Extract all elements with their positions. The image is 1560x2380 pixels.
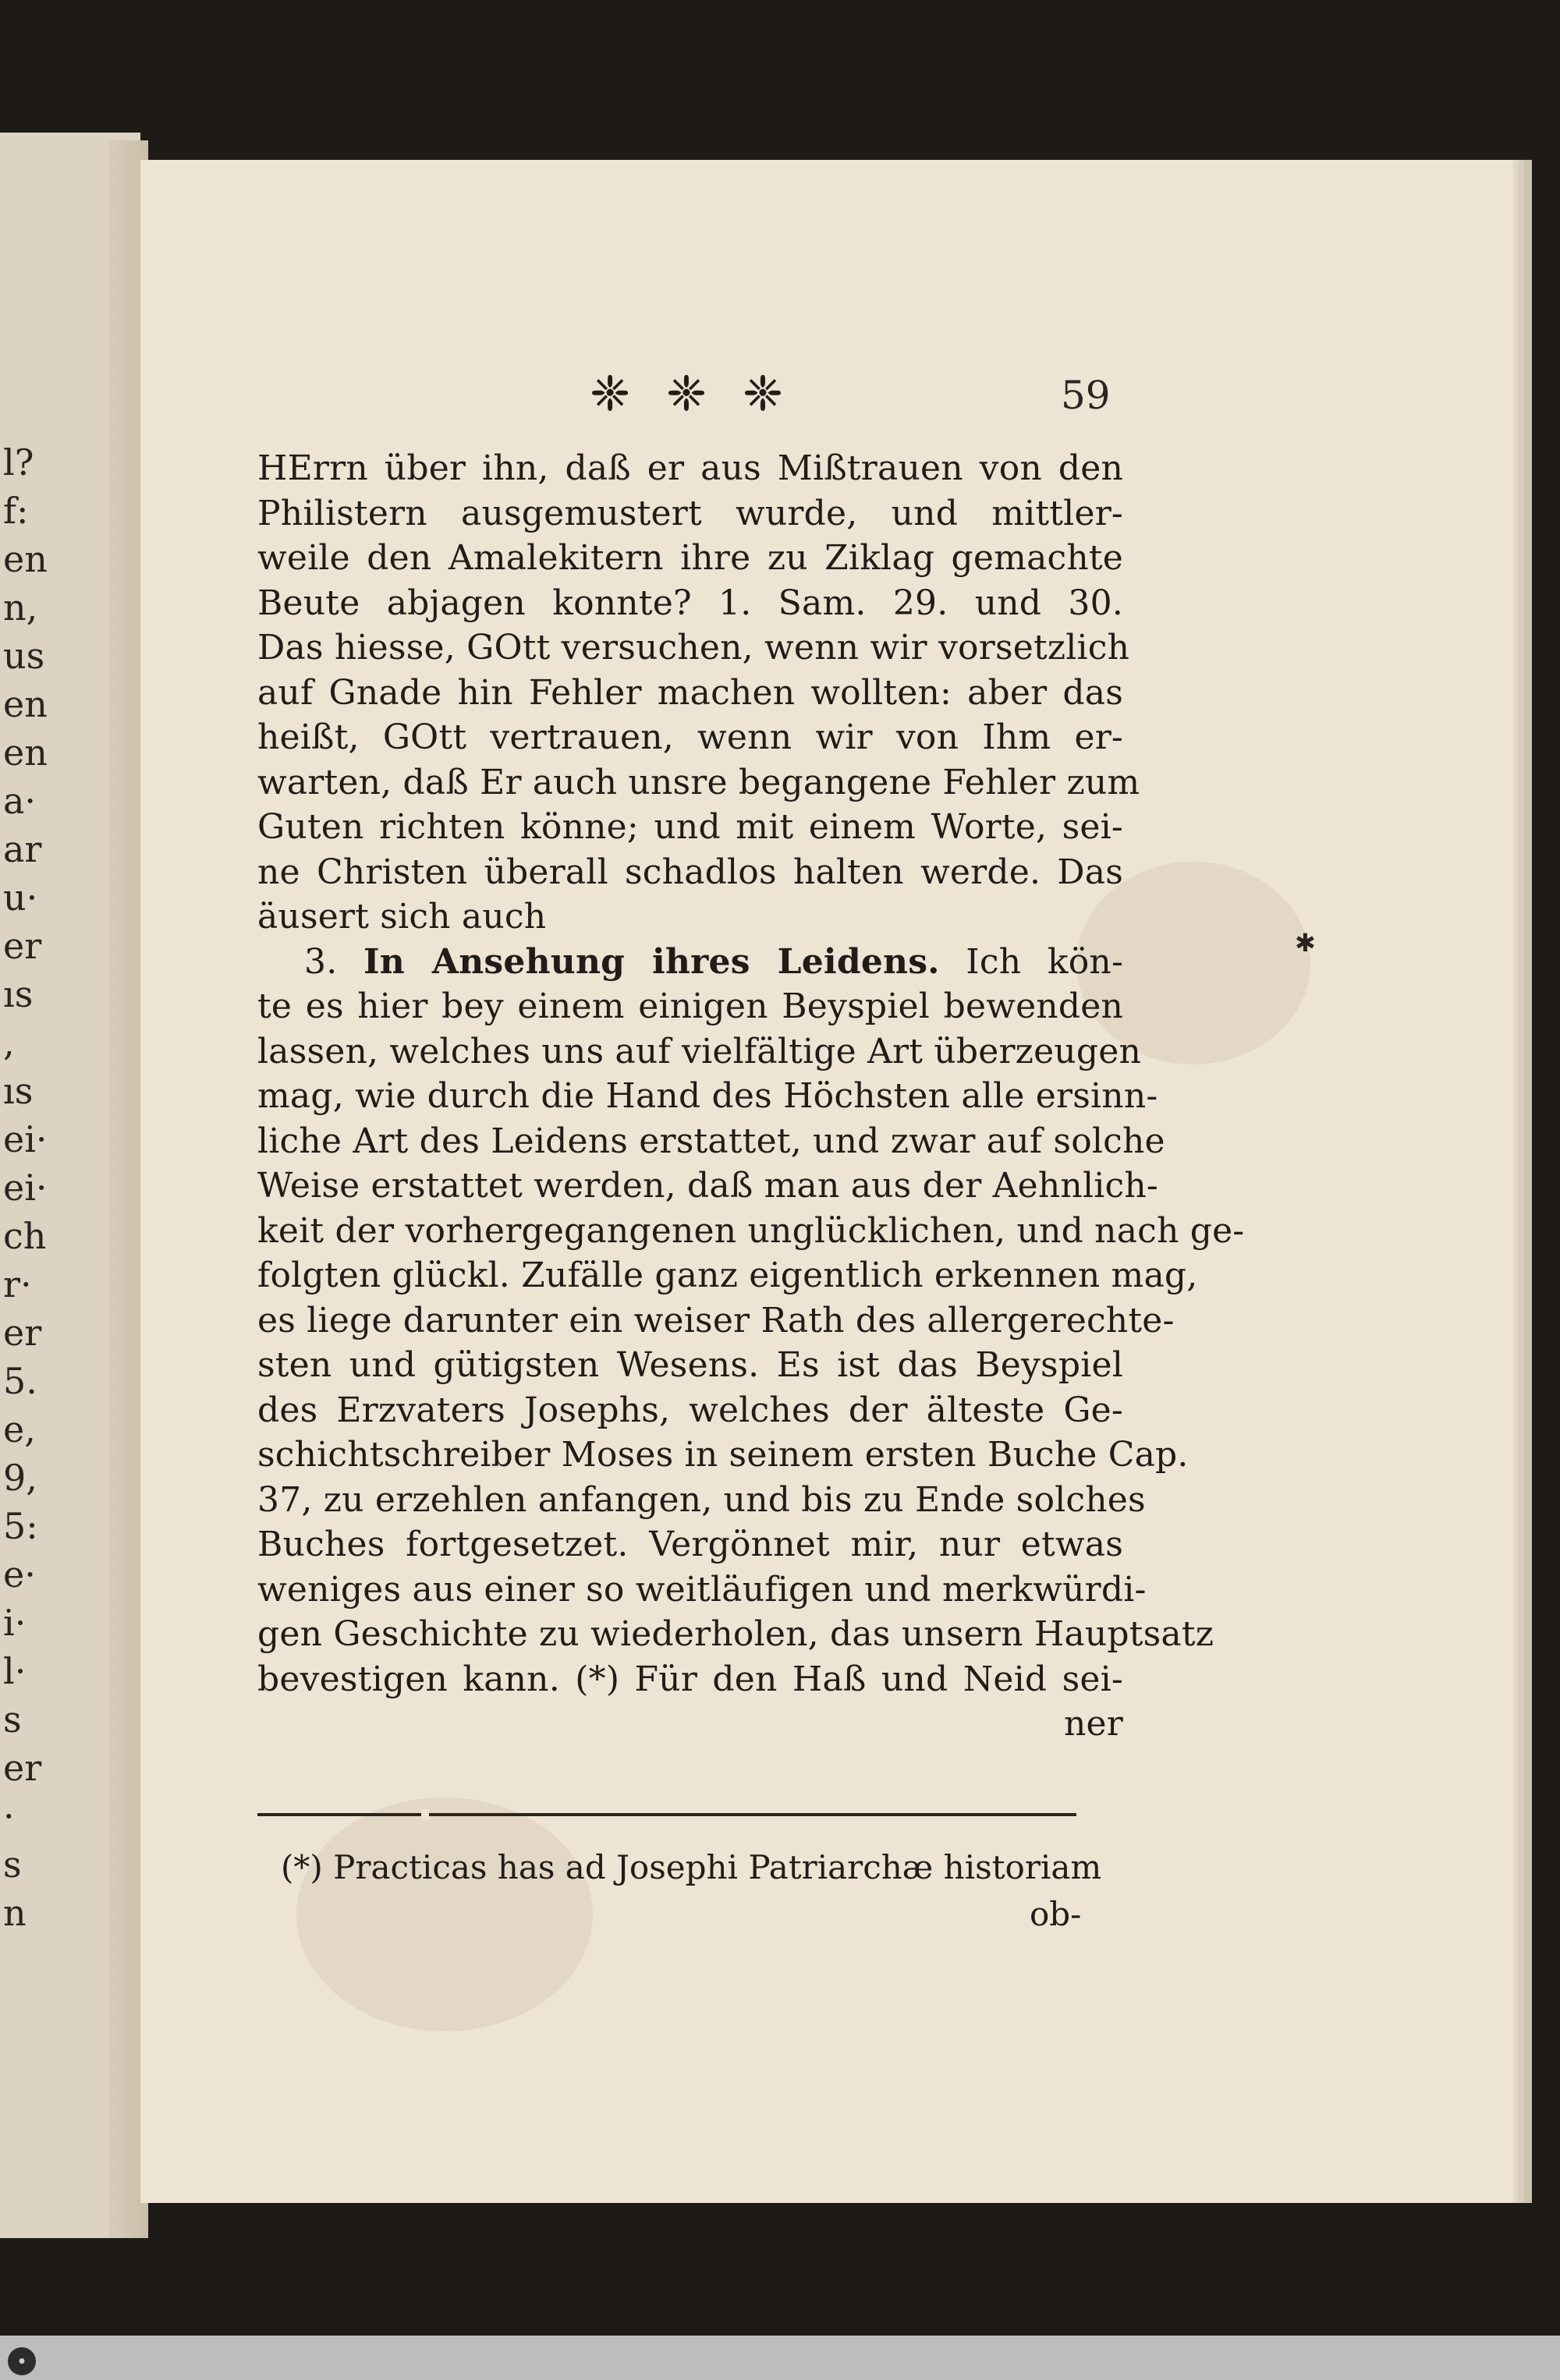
left-page-fragment: ıs xyxy=(3,973,34,1015)
text-line: weile den Amalekitern ihre zu Ziklag gemachte xyxy=(257,538,1123,578)
text-line: ner xyxy=(1063,1704,1123,1744)
left-page-fragment: ıs xyxy=(3,1070,34,1112)
left-page-fragment: ei· xyxy=(3,1118,48,1160)
left-page-fragment: er xyxy=(3,1747,42,1789)
left-page-fragment: , xyxy=(3,1022,15,1064)
left-page-fragment: e, xyxy=(3,1408,36,1450)
left-page-fragment: er xyxy=(3,1312,42,1354)
text-line: Philistern ausgemustert wurde, und mittler- xyxy=(257,493,1123,533)
text-line: gen Geschichte zu wiederholen, das unsern Hauptsatz xyxy=(257,1614,1214,1654)
left-page-fragment: er xyxy=(3,925,42,967)
left-page-fragment: s xyxy=(3,1698,22,1741)
left-page-fragment: us xyxy=(3,635,45,677)
text-line: Buches fortgesetzet. Vergönnet mir, nur etwas xyxy=(257,1525,1123,1564)
footnote-rule-gap xyxy=(421,1809,429,1820)
text-line: weniges aus einer so weitläufigen und merkwürdi- xyxy=(257,1569,1147,1610)
text-line: warten, daß Er auch unsre begangene Fehler zum xyxy=(257,762,1140,802)
margin-mark: ✱ xyxy=(1295,928,1316,958)
left-page-fragment: en xyxy=(3,538,48,580)
body-text xyxy=(257,446,1245,1747)
section-heading: In Ansehung ihres Leidens. xyxy=(363,941,940,982)
footnote-text: (*) Practicas has ad Josephi Patriarchæ historiam xyxy=(281,1848,1102,1886)
text-line: auf Gnade hin Fehler machen wollten: aber das xyxy=(257,672,1123,713)
left-page-fragment: 5: xyxy=(3,1505,38,1547)
left-page-fragment: 5. xyxy=(3,1360,37,1402)
header-ornament xyxy=(562,367,811,421)
text-line: keit der vorhergegangenen unglücklichen, und nach ge- xyxy=(257,1210,1245,1251)
text-line: Guten richten könne; und mit einem Worte, sei- xyxy=(257,807,1123,847)
left-page-fragment: u· xyxy=(3,877,38,919)
catchword: ob- xyxy=(1030,1895,1082,1933)
text-line: Das hiesse, GOtt versuchen, wenn wir vorsetzlich xyxy=(257,628,1130,668)
text-line: te es hier bey einem einigen Beyspiel bewenden xyxy=(257,986,1123,1026)
ornament-icon: ❈ xyxy=(742,365,783,422)
text-line: ne Christen überall schadlos halten werde. Das xyxy=(257,852,1123,892)
left-page-fragment: en xyxy=(3,683,48,725)
text-line: äusert sich auch xyxy=(257,897,547,937)
left-page-fragment: i· xyxy=(3,1602,27,1644)
viewer-bottom-strip xyxy=(0,2336,1560,2380)
left-page-fragment: f: xyxy=(3,490,29,532)
text-line: heißt, GOtt vertrauen, wenn wir von Ihm er- xyxy=(257,717,1123,757)
text-line: Weise erstattet werden, daß man aus der Aehnlich- xyxy=(257,1166,1158,1206)
left-page-fragment: ch xyxy=(3,1215,47,1257)
left-page-fragment: l· xyxy=(3,1650,27,1692)
section-heading-line xyxy=(257,940,1123,985)
section-number: 3. xyxy=(304,941,338,982)
text-line: liche Art des Leidens erstattet, und zwar auf solche xyxy=(257,1121,1165,1161)
text-line: HErrn über ihn, daß er aus Mißtrauen von den xyxy=(257,448,1123,488)
left-page-fragment: · xyxy=(3,1795,15,1837)
left-page-fragment: ei· xyxy=(3,1167,48,1209)
left-page-fragment: n, xyxy=(3,586,38,629)
left-page-fragment: en xyxy=(3,731,48,774)
text-line: folgten glückl. Zufälle ganz eigentlich erkennen mag, xyxy=(257,1256,1198,1295)
left-page-fragment: a· xyxy=(3,780,37,822)
footnote-rule xyxy=(257,1813,1076,1816)
text-line: Beute abjagen konnte? 1. Sam. 29. und 30. xyxy=(257,583,1123,623)
section-heading-tail: Ich kön- xyxy=(966,941,1124,982)
left-page-fragment: ar xyxy=(3,828,42,870)
library-logo-icon: ● xyxy=(8,2347,36,2375)
ornament-icon: ❈ xyxy=(590,365,631,422)
text-line: es liege darunter ein weiser Rath des allergerechte- xyxy=(257,1300,1175,1341)
left-page-fragment: e· xyxy=(3,1553,36,1596)
text-line: sten und gütigsten Wesens. Es ist das Beyspiel xyxy=(257,1345,1123,1385)
ornament-icon: ❈ xyxy=(666,365,707,422)
page-number: 59 xyxy=(1061,373,1111,418)
left-page-fragment: s xyxy=(3,1843,22,1886)
text-line: mag, wie durch die Hand des Höchsten alle ersinn- xyxy=(257,1076,1158,1116)
left-page-fragment: 9, xyxy=(3,1457,37,1499)
text-line: bevestigen kann. (*) Für den Haß und Neid sei- xyxy=(257,1659,1123,1699)
text-line: lassen, welches uns auf vielfältige Art überzeugen xyxy=(257,1031,1141,1071)
left-page-fragment: l? xyxy=(3,441,34,483)
text-line: 37, zu erzehlen anfangen, und bis zu Ende solches xyxy=(257,1479,1146,1520)
left-page-fragment: r· xyxy=(3,1263,32,1305)
text-line: des Erzvaters Josephs, welches der älteste Ge- xyxy=(257,1390,1123,1430)
left-page-fragment: n xyxy=(3,1892,27,1934)
text-line: schichtschreiber Moses in seinem ersten Buche Cap. xyxy=(257,1435,1189,1475)
